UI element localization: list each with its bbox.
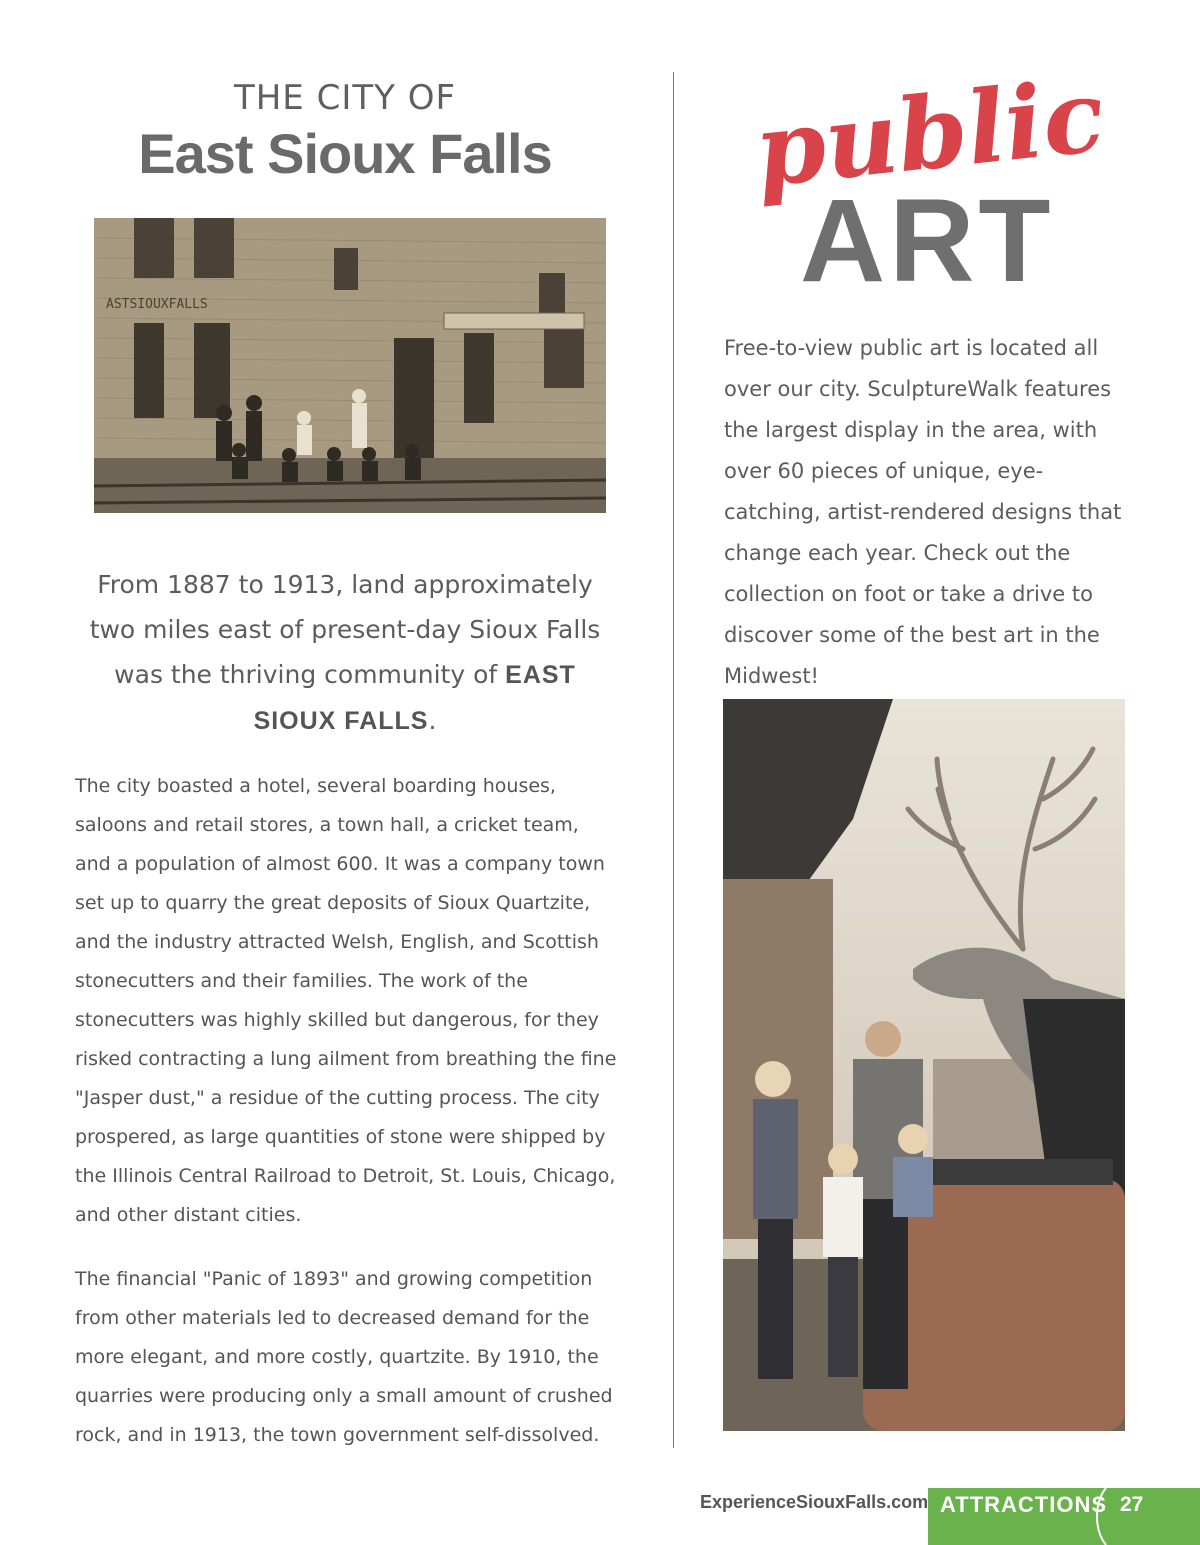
elk-sculpture-photo (723, 699, 1125, 1431)
historic-depot-photo (94, 218, 606, 513)
column-divider (673, 72, 674, 1448)
section-kicker: THE CITY OF (233, 78, 457, 118)
intro-text: From 1887 to 1913, land approximately two miles east of present-day Sioux Falls was the thriving community of (89, 570, 601, 689)
page-number: 27 (1120, 1493, 1144, 1516)
intro-statement (80, 562, 610, 744)
history-paragraph-1: The city boasted a hotel, several boarding houses, saloons and retail stores, a town hall, a cricket team, and a population of almost 600. It was a company town set up to quarry the great deposits of Sioux Quartzite, and the industry attracted Welsh, English, and Scottish stonecutters and their families. The work of the stonecutters was highly skilled but dangerous, for they risked contracting a lung ailment from breathing the fine "Jasper dust," a residue of the cutting process. The city prospered, as large quantities of stone were shipped by the Illinois Central Railroad to Detroit, St. Louis, Chicago, and other distant cities. (75, 775, 617, 1226)
history-paragraph-2: The financial "Panic of 1893" and growing competition from other materials led to decreased demand for the more elegant, and more costly, quartzite. By 1910, the quarries were producing only a small amount of crushed rock, and in 1913, the town government self-dissolved. (75, 1268, 613, 1446)
page-title: East Sioux Falls (138, 122, 552, 185)
intro-highlight: EAST SIOUX FALLS (253, 661, 576, 735)
depot-photo-illustration (94, 218, 606, 513)
depot-sign-text: ASTSIOUXFALLS (106, 297, 208, 312)
intro-end: . (428, 706, 437, 735)
footer-divider-curve (1088, 1488, 1118, 1545)
left-column (70, 70, 620, 186)
footer-section-label: ATTRACTIONS (940, 1492, 1108, 1517)
public-art-description: Free-to-view public art is located all over our city. SculptureWalk features the largest display in the area, with over 60 pieces of unique, eye-catching, artist-rendered designs that change each year. Check out the collection on foot or take a drive to discover some of the best art in the Midwest! (724, 336, 1122, 688)
public-script-word: public (749, 56, 1110, 210)
footer-website[interactable]: ExperienceSiouxFalls.com (700, 1492, 929, 1512)
art-heading: ART (800, 175, 1055, 307)
elk-photo-illustration (723, 699, 1125, 1431)
